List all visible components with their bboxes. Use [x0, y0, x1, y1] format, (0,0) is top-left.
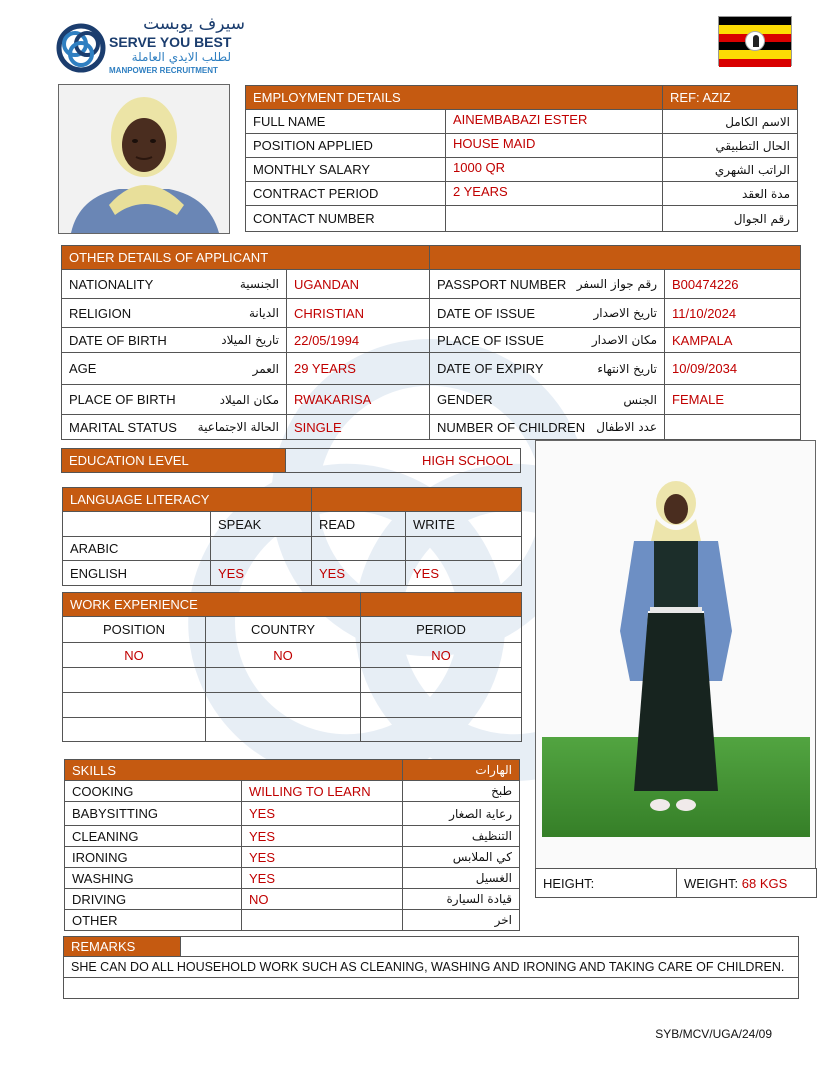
position-applied-label: POSITION APPLIED: [246, 134, 446, 158]
logo-arabic-sub: لطلب الايدي العاملة: [131, 50, 231, 64]
other-skill-value: [242, 910, 403, 931]
marital-status-arabic-label: الحالة الاجتماعية: [207, 415, 287, 440]
driving-skill-label: DRIVING: [65, 889, 242, 910]
contract-period-arabic-label: مدة العقد: [663, 182, 798, 206]
skills-table: [64, 759, 520, 931]
weight-cell: [677, 869, 817, 898]
passport-number-label: PASSPORT NUMBER: [430, 270, 563, 299]
english-read-value: YES: [312, 561, 406, 586]
ironing-skill-arabic-label: كي الملابس: [403, 847, 520, 868]
arabic-write-value: [406, 537, 522, 561]
work-period-column-header: PERIOD: [361, 617, 522, 643]
washing-skill-value: YES: [242, 868, 403, 889]
arabic-language-label: ARABIC: [63, 537, 211, 561]
work-position-value: NO: [63, 643, 206, 668]
employment-details-table: [245, 85, 798, 232]
age-arabic-label: العمر: [207, 353, 287, 385]
work-empty-cell: [361, 718, 522, 742]
driving-skill-arabic-label: قيادة السيارة: [403, 889, 520, 910]
document-code: SYB/MCV/UGA/24/09: [655, 1027, 772, 1041]
place-of-issue-value: KAMPALA: [665, 328, 801, 353]
religion-value: CHRISTIAN: [287, 299, 430, 328]
place-of-issue-label: PLACE OF ISSUE: [430, 328, 563, 353]
gender-arabic-label: الجنس: [563, 385, 665, 415]
applicant-details-header-right: [430, 246, 801, 270]
passport-number-value: B00474226: [665, 270, 801, 299]
work-experience-header: WORK EXPERIENCE: [63, 593, 361, 617]
date-of-issue-label: DATE OF ISSUE: [430, 299, 563, 328]
applicant-portrait-photo: [58, 84, 230, 234]
work-country-column-header: COUNTRY: [206, 617, 361, 643]
age-label: AGE: [62, 353, 207, 385]
logo-arabic-name: سيرف يوبست: [143, 14, 245, 34]
reference-code: REF: AZIZ: [663, 86, 798, 110]
height-label: HEIGHT:: [543, 875, 595, 891]
passport-number-arabic-label: رقم جواز السفر: [563, 270, 665, 299]
language-literacy-header: LANGUAGE LITERACY: [63, 488, 312, 512]
cooking-skill-arabic-label: طبخ: [403, 781, 520, 802]
position-applied-value: HOUSE MAID: [446, 134, 663, 158]
employment-details-header: EMPLOYMENT DETAILS: [246, 86, 663, 110]
contact-number-arabic-label: رقم الجوال: [663, 206, 798, 232]
contact-number-label: CONTACT NUMBER: [246, 206, 446, 232]
language-column-blank: [63, 512, 211, 537]
age-value: 29 YEARS: [287, 353, 430, 385]
skills-header: SKILLS: [65, 760, 403, 781]
babysitting-skill-label: BABYSITTING: [65, 802, 242, 826]
write-column-header: WRITE: [406, 512, 522, 537]
remarks-header-blank: [181, 937, 799, 957]
washing-skill-arabic-label: الغسيل: [403, 868, 520, 889]
monthly-salary-label: MONTHLY SALARY: [246, 158, 446, 182]
monthly-salary-value: 1000 QR: [446, 158, 663, 182]
full-name-arabic-label: الاسم الكامل: [663, 110, 798, 134]
read-column-header: READ: [312, 512, 406, 537]
remarks-text: SHE CAN DO ALL HOUSEHOLD WORK SUCH AS CLEANING, WASHING AND IRONING AND TAKING CARE OF CHILDREN.: [64, 957, 799, 978]
religion-arabic-label: الديانة: [207, 299, 287, 328]
number-of-children-arabic-label: عدد الاطفال: [563, 415, 665, 440]
flag-crane-emblem-icon: [745, 31, 765, 51]
number-of-children-label: NUMBER OF CHILDREN: [430, 415, 563, 440]
monthly-salary-arabic-label: الراتب الشهري: [663, 158, 798, 182]
cleaning-skill-arabic-label: التنظيف: [403, 826, 520, 847]
speak-column-header: SPEAK: [211, 512, 312, 537]
height-cell: [536, 869, 677, 898]
work-country-value: NO: [206, 643, 361, 668]
applicant-full-body-photo: [535, 440, 816, 869]
full-name-label: FULL NAME: [246, 110, 446, 134]
date-of-birth-label: DATE OF BIRTH: [62, 328, 207, 353]
height-weight-table: [535, 868, 817, 898]
english-speak-value: YES: [211, 561, 312, 586]
work-empty-cell: [63, 668, 206, 693]
contact-number-value: [446, 206, 663, 232]
date-of-expiry-arabic-label: تاريخ الانتهاء: [563, 353, 665, 385]
religion-label: RELIGION: [62, 299, 207, 328]
place-of-birth-label: PLACE OF BIRTH: [62, 385, 207, 415]
babysitting-skill-arabic-label: رعاية الصغار: [403, 802, 520, 826]
work-empty-cell: [361, 693, 522, 718]
ironing-skill-label: IRONING: [65, 847, 242, 868]
nationality-arabic-label: الجنسية: [207, 270, 287, 299]
language-literacy-table: [62, 487, 522, 586]
applicant-details-table: [61, 245, 801, 440]
work-empty-cell: [361, 668, 522, 693]
education-level-table: [61, 448, 521, 473]
date-of-issue-value: 11/10/2024: [665, 299, 801, 328]
arabic-speak-value: [211, 537, 312, 561]
date-of-issue-arabic-label: تاريخ الاصدار: [563, 299, 665, 328]
logo-english-name: SERVE YOU BEST: [109, 34, 232, 50]
uganda-flag: [718, 16, 792, 66]
weight-label: WEIGHT:: [684, 875, 739, 891]
weight-value: 68 KGS: [741, 875, 788, 891]
gender-label: GENDER: [430, 385, 563, 415]
cooking-skill-label: COOKING: [65, 781, 242, 802]
babysitting-skill-value: YES: [242, 802, 403, 826]
language-literacy-header-right: [312, 488, 522, 512]
arabic-read-value: [312, 537, 406, 561]
full-name-value: AINEMBABAZI ESTER: [446, 110, 663, 134]
work-empty-cell: [63, 693, 206, 718]
gender-value: FEMALE: [665, 385, 801, 415]
cleaning-skill-label: CLEANING: [65, 826, 242, 847]
nationality-label: NATIONALITY: [62, 270, 207, 299]
ironing-skill-value: YES: [242, 847, 403, 868]
work-empty-cell: [206, 668, 361, 693]
date-of-birth-value: 22/05/1994: [287, 328, 430, 353]
place-of-birth-arabic-label: مكان الميلاد: [207, 385, 287, 415]
work-period-value: NO: [361, 643, 522, 668]
remarks-empty-row: [64, 978, 799, 999]
place-of-issue-arabic-label: مكان الاصدار: [563, 328, 665, 353]
applicant-details-header: OTHER DETAILS OF APPLICANT: [62, 246, 430, 270]
english-language-label: ENGLISH: [63, 561, 211, 586]
number-of-children-value: [665, 415, 801, 440]
work-empty-cell: [206, 718, 361, 742]
work-empty-cell: [63, 718, 206, 742]
cleaning-skill-value: YES: [242, 826, 403, 847]
education-level-label: EDUCATION LEVEL: [62, 449, 286, 473]
driving-skill-value: NO: [242, 889, 403, 910]
washing-skill-label: WASHING: [65, 868, 242, 889]
logo-emblem-icon: [55, 20, 107, 76]
other-skill-label: OTHER: [65, 910, 242, 931]
date-of-expiry-value: 10/09/2034: [665, 353, 801, 385]
remarks-table: [63, 936, 799, 999]
contract-period-label: CONTRACT PERIOD: [246, 182, 446, 206]
other-skill-arabic-label: اخر: [403, 910, 520, 931]
english-write-value: YES: [406, 561, 522, 586]
work-position-column-header: POSITION: [63, 617, 206, 643]
work-experience-table: [62, 592, 522, 742]
skills-header-arabic: الهارات: [403, 760, 520, 781]
cooking-skill-value: WILLING TO LEARN: [242, 781, 403, 802]
work-experience-header-right: [361, 593, 522, 617]
place-of-birth-value: RWAKARISA: [287, 385, 430, 415]
remarks-header: REMARKS: [64, 937, 181, 957]
marital-status-label: MARITAL STATUS: [62, 415, 207, 440]
company-logo: [55, 14, 245, 76]
contract-period-value: 2 YEARS: [446, 182, 663, 206]
logo-english-sub: MANPOWER RECRUITMENT: [109, 66, 218, 75]
date-of-expiry-label: DATE OF EXPIRY: [430, 353, 563, 385]
work-empty-cell: [206, 693, 361, 718]
date-of-birth-arabic-label: تاريخ الميلاد: [207, 328, 287, 353]
nationality-value: UGANDAN: [287, 270, 430, 299]
position-applied-arabic-label: الحال التطبيقي: [663, 134, 798, 158]
education-level-value: HIGH SCHOOL: [286, 449, 521, 473]
marital-status-value: SINGLE: [287, 415, 430, 440]
